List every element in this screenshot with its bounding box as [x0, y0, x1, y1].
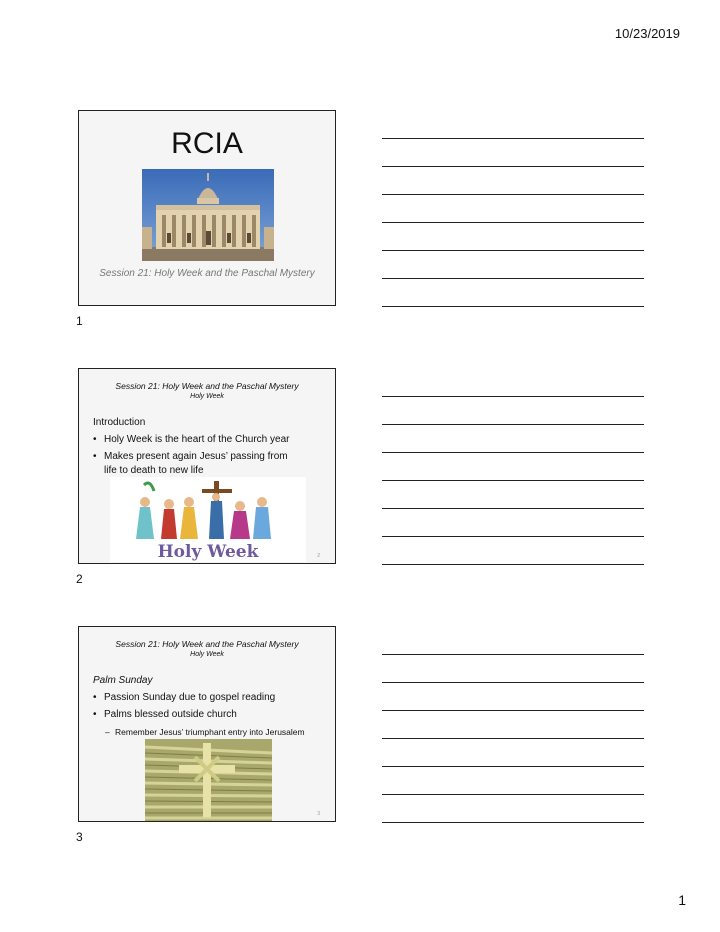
slide-3 — [78, 626, 336, 822]
holy-week-caption: Holy Week — [157, 542, 259, 562]
slide-subheader: Holy Week — [190, 651, 224, 658]
slide-subheader: Holy Week — [190, 393, 224, 400]
note-line — [382, 508, 644, 509]
slide-number-3: 3 — [76, 830, 83, 844]
slide-header: Session 21: Holy Week and the Paschal Mystery — [115, 639, 299, 649]
note-line — [382, 710, 644, 711]
note-line — [382, 424, 644, 425]
note-line — [382, 452, 644, 453]
slide-header: Session 21: Holy Week and the Paschal Mystery — [115, 381, 299, 391]
note-line — [382, 278, 644, 279]
note-line — [382, 536, 644, 537]
palm-leaves-image — [145, 739, 272, 821]
bullet-item: • Makes present again Jesus’ passing from life to death to new life — [93, 450, 299, 478]
slide-corner-number: 3 — [317, 811, 320, 817]
note-line — [382, 138, 644, 139]
slide-title: RCIA — [171, 127, 243, 160]
slide-number-2: 2 — [76, 572, 83, 586]
note-line — [382, 166, 644, 167]
note-line — [382, 654, 644, 655]
note-line — [382, 822, 644, 823]
slide-heading: Palm Sunday — [93, 675, 153, 686]
note-line — [382, 738, 644, 739]
bullet-item: • Holy Week is the heart of the Church year — [93, 433, 325, 447]
slide-1 — [78, 110, 336, 306]
page-date: 10/23/2019 — [614, 26, 680, 41]
bullet-item: • Passion Sunday due to gospel reading — [93, 691, 325, 705]
slide-body — [93, 416, 325, 481]
note-line — [382, 194, 644, 195]
note-line — [382, 682, 644, 683]
note-line — [382, 250, 644, 251]
note-line — [382, 396, 644, 397]
note-line — [382, 306, 644, 307]
basilica-image — [142, 169, 274, 261]
note-line — [382, 222, 644, 223]
slide-body — [93, 674, 325, 739]
slide-subtitle: Session 21: Holy Week and the Paschal Mystery — [99, 268, 315, 279]
slide-2 — [78, 368, 336, 564]
sub-bullet-item: – Remember Jesus’ triumphant entry into Jerusalem — [93, 725, 325, 739]
slide-number-1: 1 — [76, 314, 83, 328]
slide-heading: Introduction — [93, 417, 146, 428]
note-line — [382, 480, 644, 481]
bullet-item: • Palms blessed outside church — [93, 708, 325, 722]
page-number: 1 — [678, 892, 686, 908]
note-line — [382, 564, 644, 565]
slide-corner-number: 2 — [317, 553, 320, 559]
note-line — [382, 794, 644, 795]
note-line — [382, 766, 644, 767]
